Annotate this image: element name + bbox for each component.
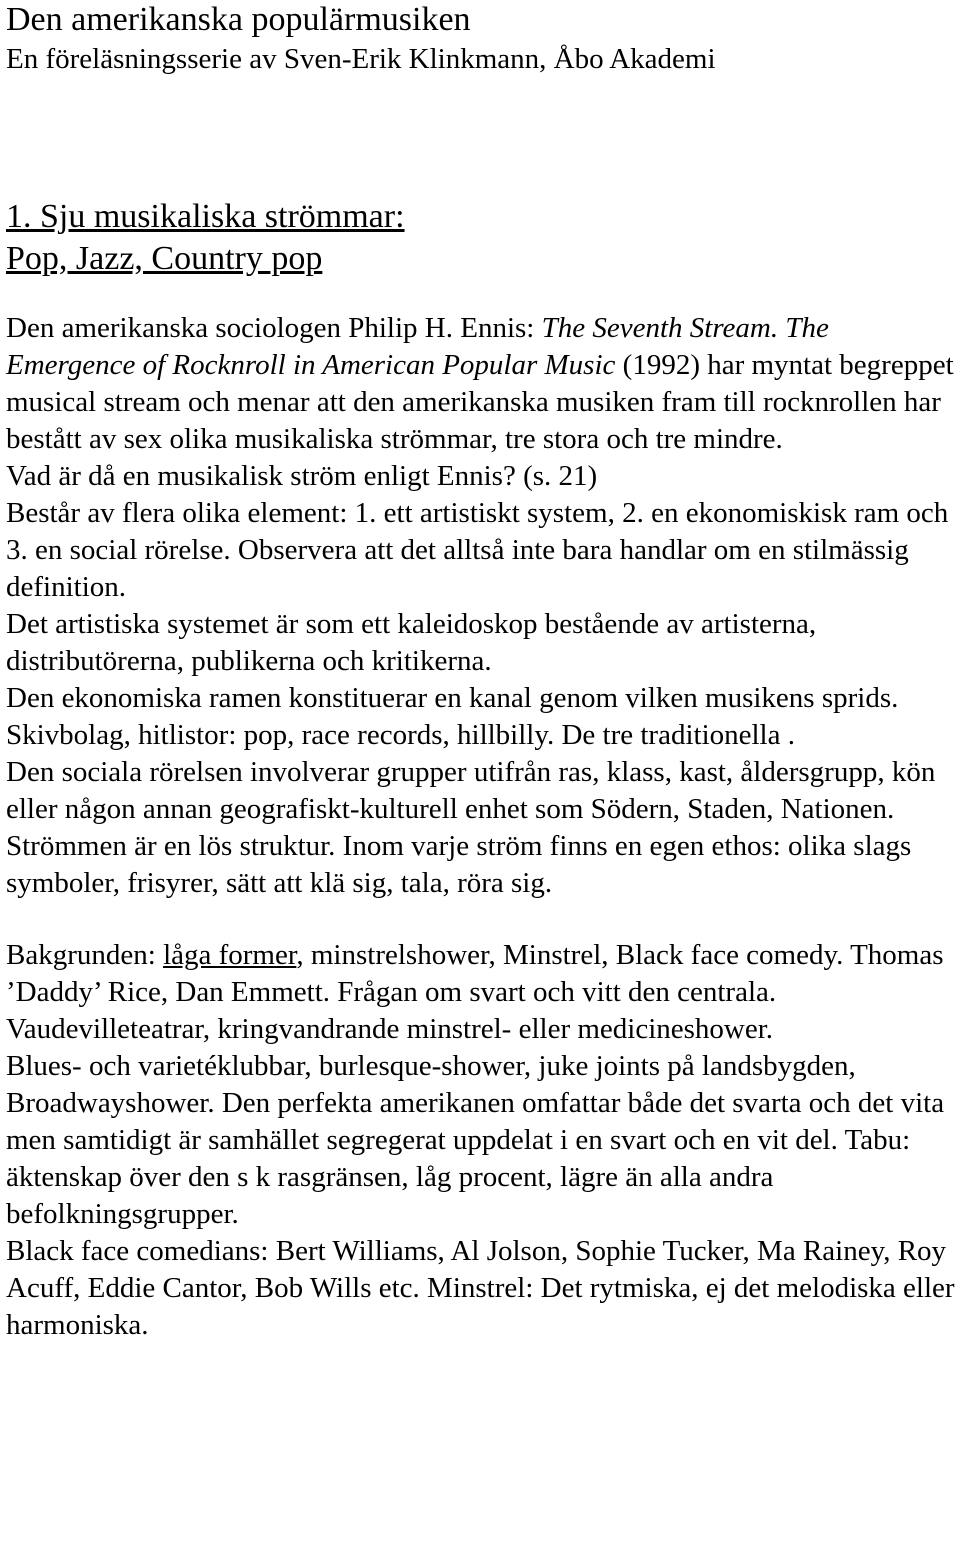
background-intro: Bakgrunden: xyxy=(6,939,164,971)
spacer xyxy=(6,280,956,310)
ennis-book-title: The Seventh Stream. The Emergence of Rocknroll in American Popular Music xyxy=(6,312,829,381)
document-subtitle: En föreläsningsserie av Sven-Erik Klinkmann, Åbo Akademi xyxy=(6,43,716,75)
paragraph-elements: Består av flera olika element: 1. ett artistiskt system, 2. en ekonomiskisk ram och 3. en social rörelse. Observera att det alltså inte bara handlar om en stilmässig definition. xyxy=(6,497,949,603)
paragraph-comedians: Black face comedians: Bert Williams, Al Jolson, Sophie Tucker, Ma Rainey, Roy Acuff, Eddie Cantor, Bob Wills etc. Minstrel: Det rytmiska, ej det melodiska eller harmoniska. xyxy=(6,1235,955,1341)
background-rest: , minstrelshower, Minstrel, Black face comedy. Thomas ’Daddy’ Rice, Dan Emmett. Frågan om svart och vitt den centrala. xyxy=(6,939,944,1008)
section-heading-line2: Pop, Jazz, Country pop xyxy=(6,240,323,277)
paragraph-social: Den sociala rörelsen involverar grupper utifrån ras, klass, kast, åldersgrupp, kön eller någon annan geografiskt-kulturell enhet som Södern, Staden, Nationen. Strömmen är en lös struktur. Inom varje ström finns en egen ethos: olika slags symboler, frisyrer, sätt att klä sig, tala, röra sig. xyxy=(6,756,936,899)
document-page xyxy=(6,0,956,1344)
document-title: Den amerikanska populärmusiken xyxy=(6,1,471,38)
section-heading xyxy=(6,196,956,280)
paragraph-economic: Den ekonomiska ramen konstituerar en kanal genom vilken musikens sprids. Skivbolag, hitlistor: pop, race records, hillbilly. De tre traditionella . xyxy=(6,682,899,751)
paragraph-question: Vad är då en musikalisk ström enligt Ennis? (s. 21) xyxy=(6,460,598,492)
background-underlined: låga former xyxy=(163,939,297,971)
paragraph-artistic: Det artistiska systemet är som ett kaleidoskop bestående av artisterna, distributörerna, publikerna och kritikerna. xyxy=(6,608,817,677)
spacer xyxy=(6,902,956,937)
ennis-intro: Den amerikanska sociologen Philip H. Ennis: xyxy=(6,312,542,344)
paragraph-vaudeville: Vaudevilleteatrar, kringvandrande minstrel- eller medicineshower. xyxy=(6,1013,774,1045)
paragraph-background xyxy=(6,937,956,1011)
paragraph-blues: Blues- och varietéklubbar, burlesque-shower, juke joints på landsbygden, Broadwayshower. Den perfekta amerikanen omfattar både det svarta och det vita men samtidigt är samhället segregerat uppdelat i en svart och en vit del. Tabu: äktenskap över den s k rasgränsen, låg procent, lägre än alla andra befolkningsgrupper. xyxy=(6,1050,945,1230)
spacer xyxy=(6,78,956,196)
ennis-rest: (1992) har myntat begreppet musical stream och menar att den amerikanska musiken fram till rocknrollen har bestått av sex olika musikaliska strömmar, tre stora och tre mindre. xyxy=(6,349,954,455)
section-heading-line1: 1. Sju musikaliska strömmar: xyxy=(6,198,405,235)
paragraph-ennis xyxy=(6,310,956,458)
